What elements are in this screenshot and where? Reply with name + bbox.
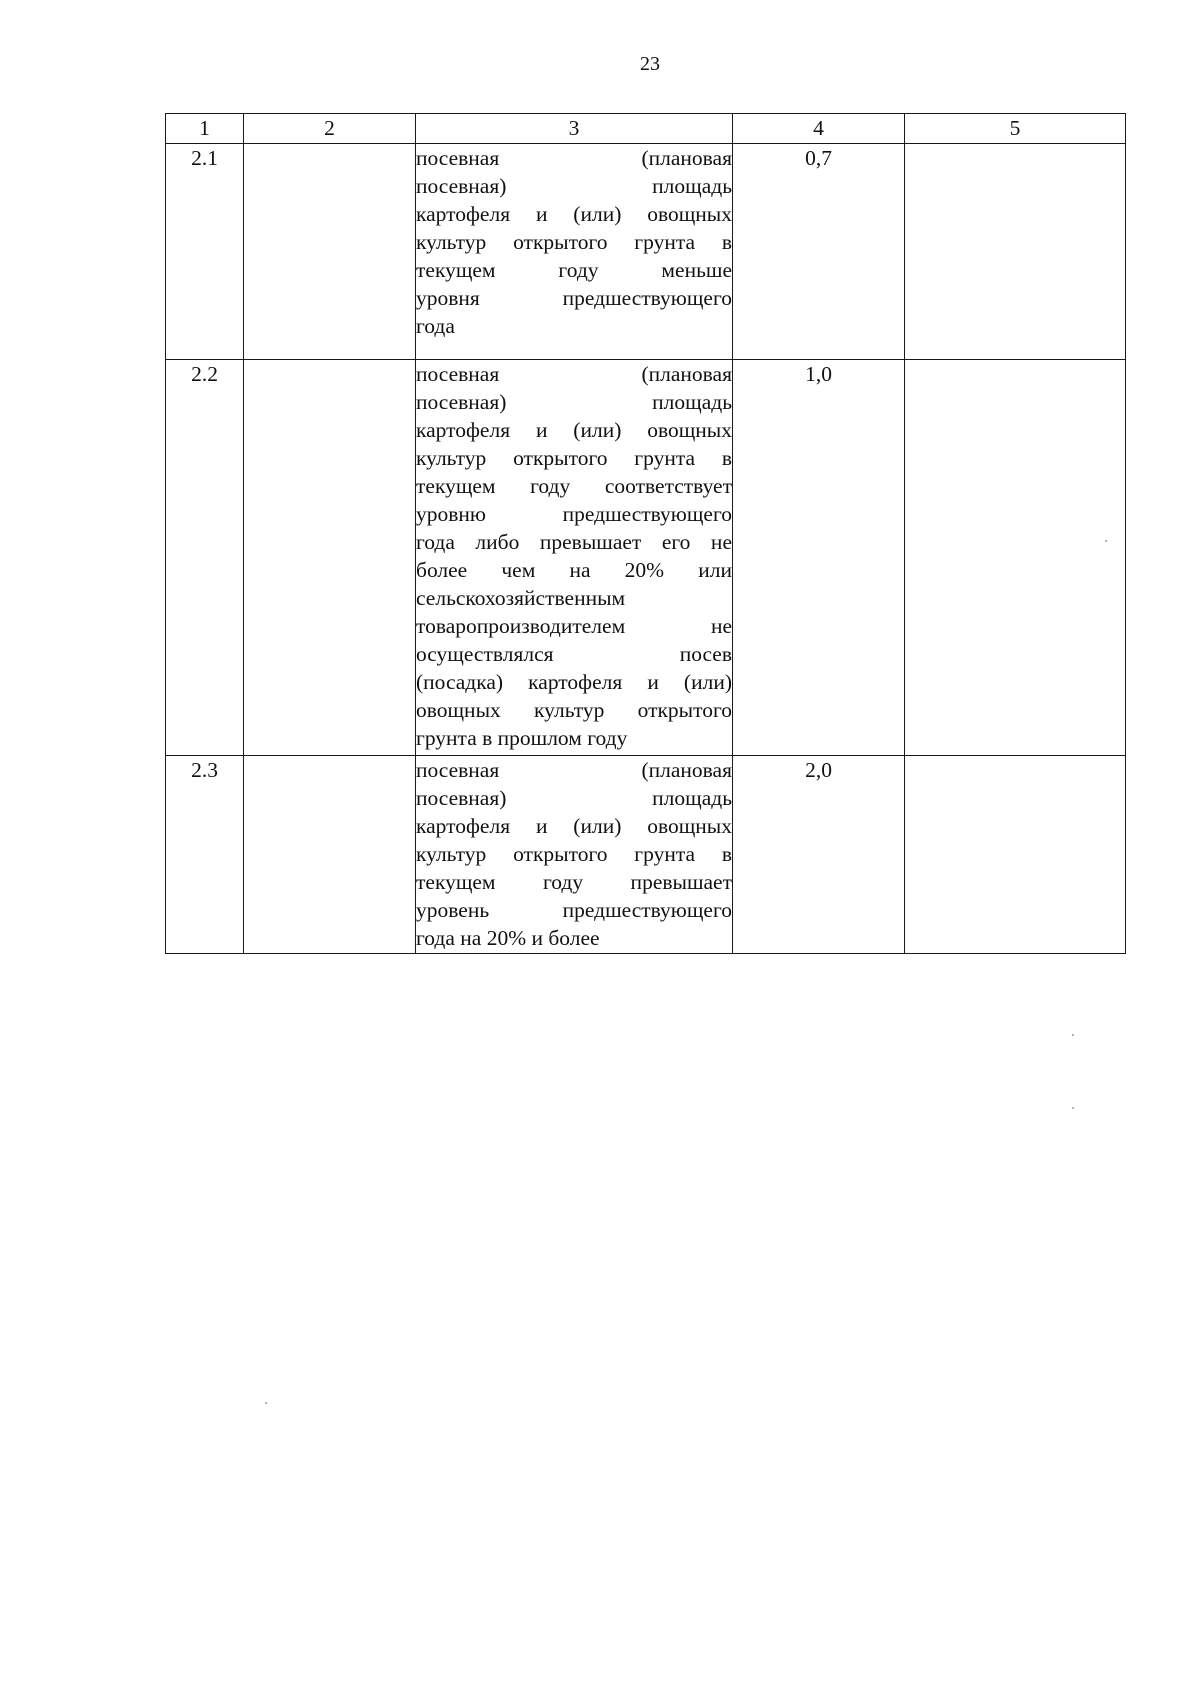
description-line: текущем году соответствует xyxy=(416,474,732,498)
row-description xyxy=(416,756,733,954)
description-line: овощных культур открытого xyxy=(416,698,732,722)
description-line: года xyxy=(416,314,455,338)
description-line: посевная) площадь xyxy=(416,174,732,198)
row-coefficient: 1,0 xyxy=(733,360,905,756)
scan-speck xyxy=(1072,1107,1074,1109)
description-line: текущем году меньше xyxy=(416,258,732,282)
description-line: товаропроизводителем не xyxy=(416,614,732,638)
description-line: культур открытого грунта в xyxy=(416,230,732,254)
description-line: текущем году превышает xyxy=(416,870,732,894)
header-cell-2: 2 xyxy=(244,114,416,144)
header-cell-5: 5 xyxy=(905,114,1126,144)
table-row xyxy=(166,144,1126,360)
scan-speck xyxy=(1105,540,1107,542)
coefficient-table xyxy=(165,113,1126,954)
description-line: посевная (плановая xyxy=(416,362,732,386)
description-line: года на 20% и более xyxy=(416,926,600,950)
row-number: 2.1 xyxy=(166,144,244,360)
description-line: (посадка) картофеля и (или) xyxy=(416,670,732,694)
description-line: посевная) площадь xyxy=(416,786,732,810)
row-number: 2.3 xyxy=(166,756,244,954)
row-col2-cell xyxy=(244,144,416,360)
description-line: уровень предшествующего xyxy=(416,898,732,922)
description-line: картофеля и (или) овощных xyxy=(416,418,732,442)
row-description xyxy=(416,144,733,360)
header-cell-3: 3 xyxy=(416,114,733,144)
description-line: картофеля и (или) овощных xyxy=(416,814,732,838)
table-row xyxy=(166,756,1126,954)
row-col2-cell xyxy=(244,360,416,756)
row-coefficient: 2,0 xyxy=(733,756,905,954)
scan-speck xyxy=(1072,1034,1074,1036)
table-header-row xyxy=(166,114,1126,144)
description-line: года либо превышает его не xyxy=(416,530,732,554)
table-row xyxy=(166,360,1126,756)
description-line: уровня предшествующего xyxy=(416,286,732,310)
row-col2-cell xyxy=(244,756,416,954)
row-col5-cell xyxy=(905,144,1126,360)
description-line: грунта в прошлом году xyxy=(416,726,628,750)
description-line: сельскохозяйственным xyxy=(416,586,626,610)
header-cell-4: 4 xyxy=(733,114,905,144)
page-number: 23 xyxy=(640,53,660,75)
scan-speck xyxy=(265,1402,267,1404)
row-number: 2.2 xyxy=(166,360,244,756)
description-line: посевная (плановая xyxy=(416,146,732,170)
description-line: уровню предшествующего xyxy=(416,502,732,526)
description-line: культур открытого грунта в xyxy=(416,842,732,866)
row-description xyxy=(416,360,733,756)
description-line: посевная (плановая xyxy=(416,758,732,782)
row-col5-cell xyxy=(905,360,1126,756)
row-coefficient: 0,7 xyxy=(733,144,905,360)
header-cell-1: 1 xyxy=(166,114,244,144)
row-col5-cell xyxy=(905,756,1126,954)
description-line: культур открытого грунта в xyxy=(416,446,732,470)
description-line: осуществлялся посев xyxy=(416,642,732,666)
description-line: посевная) площадь xyxy=(416,390,732,414)
description-line: более чем на 20% или xyxy=(416,558,732,582)
description-line: картофеля и (или) овощных xyxy=(416,202,732,226)
